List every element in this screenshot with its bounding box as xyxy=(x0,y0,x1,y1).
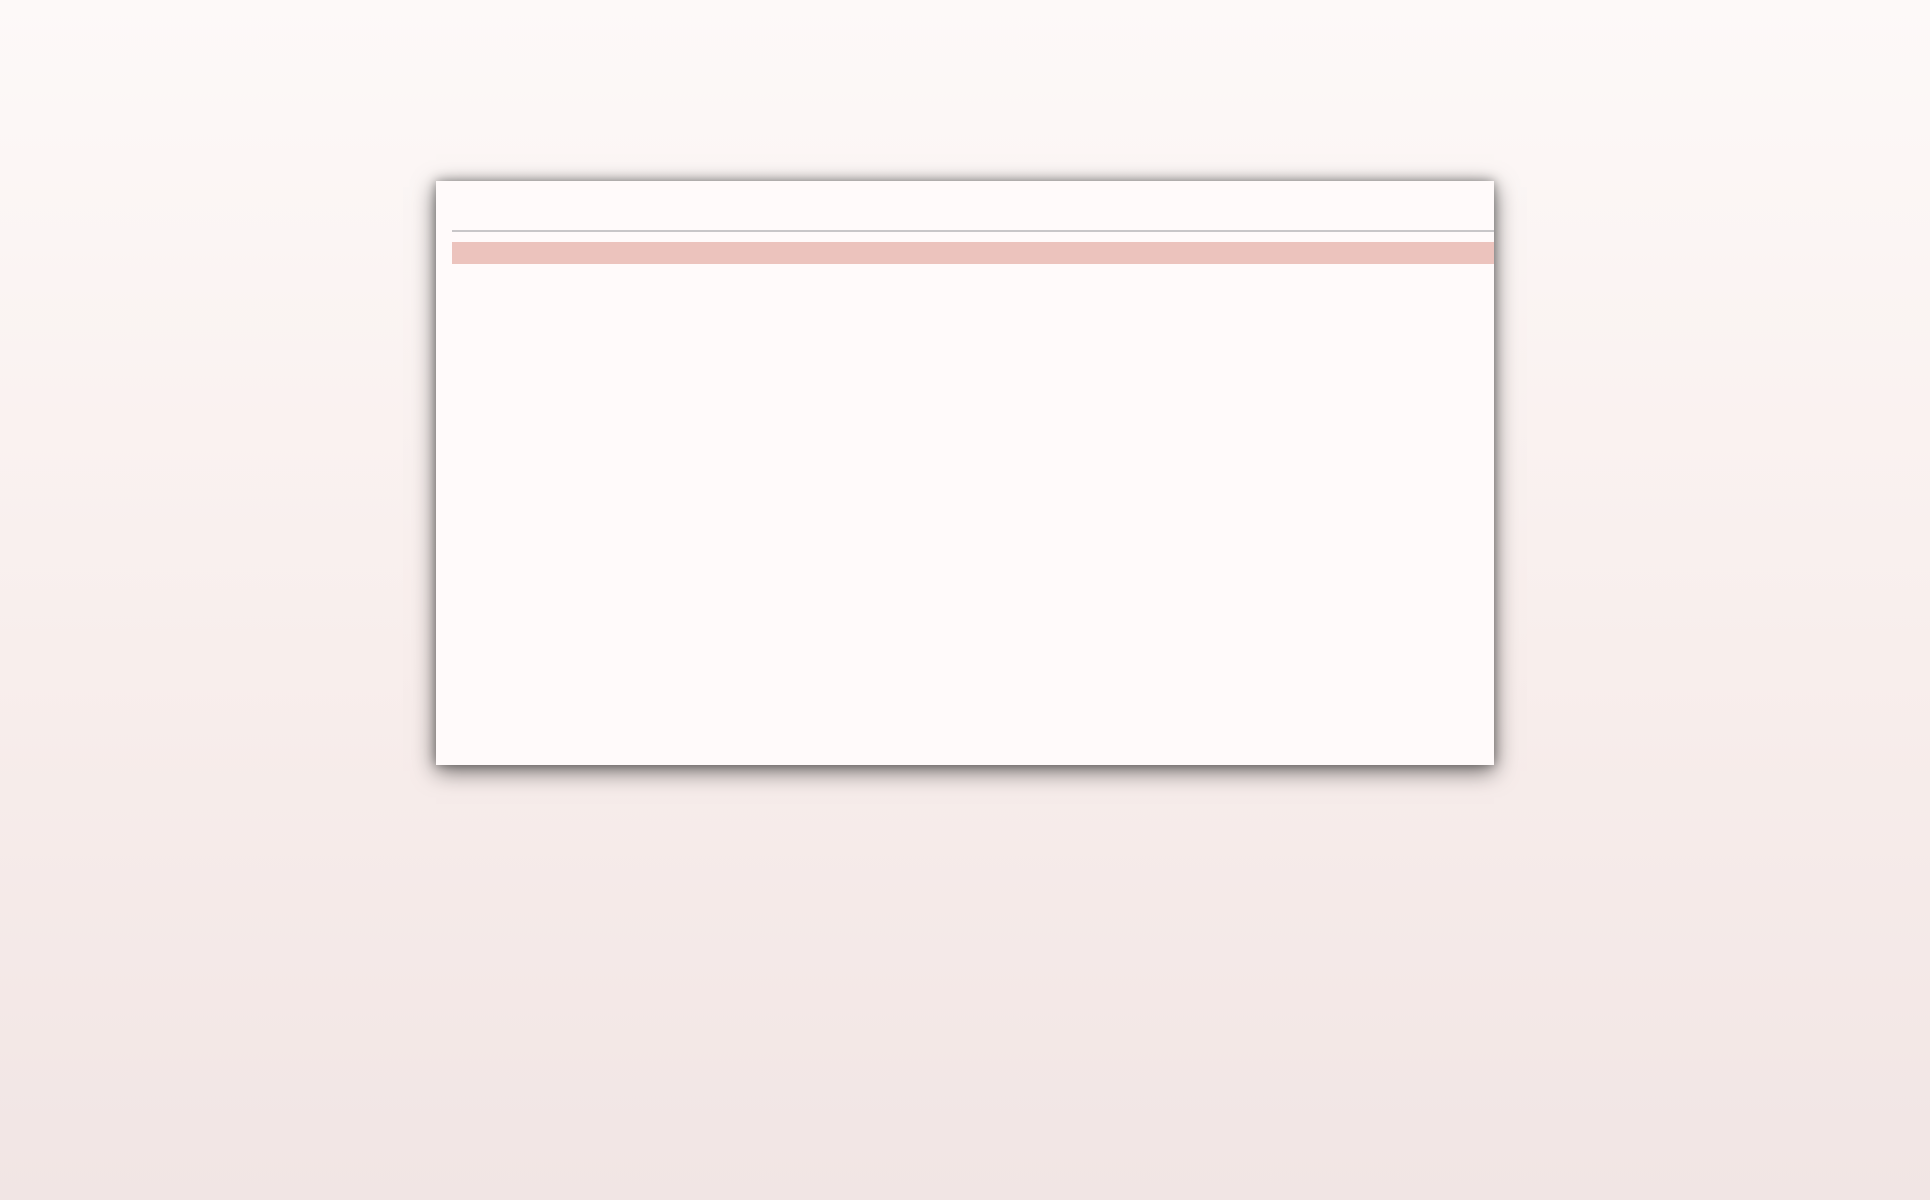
transactions-table xyxy=(452,242,1494,264)
sheet-divider xyxy=(452,230,1494,232)
table-header xyxy=(452,242,1494,264)
header-converted-amount xyxy=(993,242,1083,264)
spreadsheet-preview xyxy=(436,181,1494,765)
